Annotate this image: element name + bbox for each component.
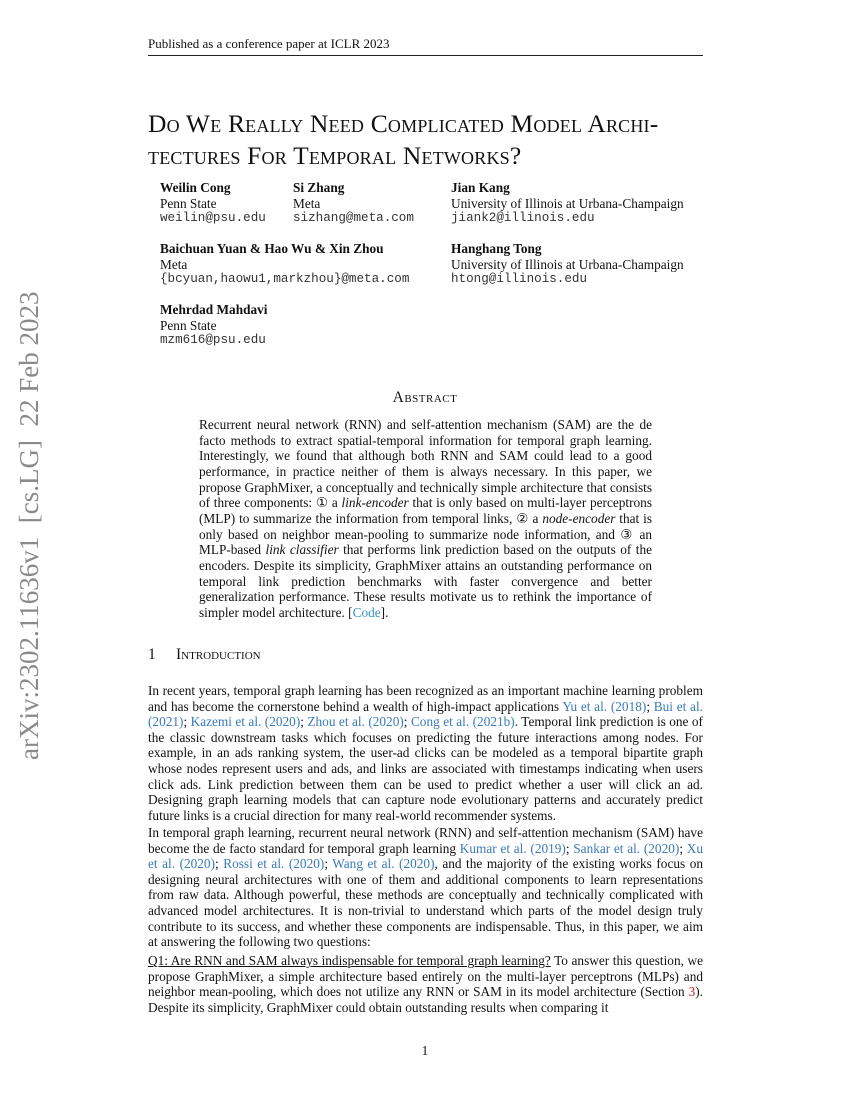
author-entry xyxy=(451,241,684,288)
abstract-emphasis: link classifier xyxy=(265,542,339,558)
author-name: Baichuan Yuan & Hao Wu & Xin Zhou xyxy=(160,241,384,256)
author-name: Mehrdad Mahdavi xyxy=(160,302,268,317)
paper-title xyxy=(148,108,708,172)
author-entry xyxy=(160,241,409,288)
body-text: In temporal graph learning, recurrent neural network (RNN) and self-attention mechanism (SAM) have become the de facto standard for temporal graph learning xyxy=(148,825,703,856)
abstract-text: Recurrent neural network (RNN) and self-attention mechanism (SAM) are the de facto methods to extract spatial-temporal information for temporal graph learning. Interestingly, we found that although both RNN and SAM could lead to a good performance, in practice neither of them is always necessary. In this paper, we propose GraphMixer, a conceptually and technically simple architecture that consists of three components: xyxy=(199,417,652,511)
citation-link[interactable]: Kazemi et al. xyxy=(190,714,262,730)
title-line-2: tectures For Temporal Networks? xyxy=(148,141,522,170)
page-number: 1 xyxy=(421,1043,429,1058)
abstract-emphasis: link-encoder xyxy=(341,495,409,511)
abstract-text: that is only based on multi-layer perceptrons (MLP) to summarize the information from temporal links, xyxy=(199,495,653,526)
citation-link[interactable]: Sankar et al. xyxy=(573,840,641,856)
section-number: 1 xyxy=(148,646,156,663)
author-affiliation: Penn State xyxy=(160,195,217,211)
citation-year-link[interactable]: (2020) xyxy=(640,840,680,856)
separator: ; xyxy=(565,840,574,856)
separator: ; xyxy=(324,856,333,872)
citation-year-link[interactable]: (2020) xyxy=(364,714,404,730)
code-link[interactable]: Code xyxy=(352,604,381,620)
citation-year-link[interactable]: (2018) xyxy=(607,698,647,714)
citation-link[interactable]: Xu et al. xyxy=(148,840,703,872)
running-head: Published as a conference paper at ICLR 2023 xyxy=(148,36,703,56)
author-email[interactable]: sizhang@meta.com xyxy=(293,211,414,225)
citation-link[interactable]: Yu et al. xyxy=(562,698,608,714)
author-entry xyxy=(160,180,266,227)
citation-link[interactable]: Cong et al. xyxy=(410,714,470,730)
author-affiliation: University of Illinois at Urbana-Champaign xyxy=(451,195,684,211)
question-1: Q1: Are RNN and SAM always indispensable for temporal graph learning? xyxy=(148,953,551,968)
citation-year-link[interactable]: (2020) xyxy=(261,714,301,730)
abstract-body xyxy=(199,417,652,621)
abstract-text: a xyxy=(328,495,342,511)
intro-paragraph-2 xyxy=(148,825,703,950)
separator: ; xyxy=(300,714,308,730)
author-email[interactable]: htong@illinois.edu xyxy=(451,272,588,286)
body-text: , and the majority of the existing works focus on designing neural architectures with one of them and additional components to learn representations from raw data. Although powerful, these methods are conceptually and technically complicated with advanced model architectures. It is non-trivial to understand which parts of the model design truly contribute to its success, and whether these components are indispensable. Thus, in this paper, we aim at answering the following two questions: xyxy=(148,856,703,950)
author-affiliation: Penn State xyxy=(160,317,217,333)
author-affiliation: Meta xyxy=(160,256,188,272)
author-email[interactable]: {bcyuan,haowu1,markzhou}@meta.com xyxy=(160,272,410,286)
author-entry xyxy=(451,180,684,227)
arxiv-stamp[interactable]: arXiv:2302.11636v1 [cs.LG] 22 Feb 2023 xyxy=(14,291,44,760)
circled-one-icon: ① xyxy=(315,495,329,511)
abstract-emphasis: node-encoder xyxy=(542,510,616,526)
section-heading-introduction xyxy=(148,646,261,664)
author-email[interactable]: jiank2@illinois.edu xyxy=(451,211,595,225)
body-text: In recent years, temporal graph learning has been recognized as an important machine learning problem and has become the cornerstone behind a wealth of high-impact applications xyxy=(148,683,703,714)
separator: ; xyxy=(679,840,687,856)
separator: ; xyxy=(403,714,411,730)
citation-link[interactable]: Kumar et al. xyxy=(459,840,527,856)
author-entry xyxy=(160,302,268,349)
citation-year-link[interactable]: (2021b) xyxy=(469,714,515,730)
author-affiliation: Meta xyxy=(293,195,321,211)
circled-three-icon: ③ xyxy=(620,526,635,542)
abstract-text: a xyxy=(528,510,543,526)
author-name: Jian Kang xyxy=(451,180,510,195)
author-email[interactable]: weilin@psu.edu xyxy=(160,211,266,225)
separator: ; xyxy=(646,698,654,714)
author-name: Weilin Cong xyxy=(160,180,231,195)
section-title: Introduction xyxy=(176,646,261,663)
citation-link[interactable]: Rossi et al. xyxy=(223,856,285,872)
body-text: To answer this question, we propose GraphMixer, a simple architecture based entirely on the multi-layer perceptrons (MLPs) and neighbor mean-pooling, which does not utilize any RNN or SAM in its model architecture (Section xyxy=(148,953,703,1000)
circled-two-icon: ② xyxy=(516,510,529,526)
citation-year-link[interactable]: (2020) xyxy=(175,856,216,872)
abstract-text: that is only based on neighbor mean-pooling to summarize node information, and xyxy=(199,510,652,542)
separator: ; xyxy=(215,856,224,872)
citation-year-link[interactable]: (2019) xyxy=(526,840,566,856)
author-entry xyxy=(293,180,414,227)
body-text: . Temporal link prediction is one of the classic downstream tasks which focuses on predicting the future interactions among nodes. For example, in an ads ranking system, the user-ad clicks can be modeled as a temporal bipartite graph whose nodes represent users and ads, and links are associated with timestamps indicating when users click ads. Link prediction between them can be used to predict whether a user will click an ad. Designing graph learning models that can capture node evolutionary patterns and accurately predict future links is a crucial direction for many real-world recommender systems. xyxy=(148,714,703,823)
intro-paragraph-3 xyxy=(148,953,703,1015)
separator: ; xyxy=(183,714,191,730)
abstract-text: an MLP-based xyxy=(199,526,652,558)
author-affiliation: University of Illinois at Urbana-Champaign xyxy=(451,256,684,272)
citation-link[interactable]: Wang et al. xyxy=(332,856,395,872)
citation-link[interactable]: Bui et al. xyxy=(653,698,703,714)
citation-year-link[interactable]: (2021) xyxy=(148,714,184,730)
abstract-text: that performs link prediction based on the outputs of the encoders. Despite its simplicity, GraphMixer attains an outstanding performance on temporal link prediction benchmarks with faster convergence and better generalization performance. These results motivate us to rethink the importance of simpler model architecture. [ xyxy=(199,542,652,620)
author-name: Si Zhang xyxy=(293,180,345,195)
intro-paragraph-1 xyxy=(148,683,703,823)
citation-link[interactable]: Zhou et al. xyxy=(307,714,365,730)
abstract-text: ]. xyxy=(380,604,389,620)
body-text: ). Despite its simplicity, GraphMixer could obtain outstanding results when comparing it xyxy=(148,984,703,1015)
author-email[interactable]: mzm616@psu.edu xyxy=(160,333,266,347)
section-reference-link[interactable]: 3 xyxy=(688,984,696,1000)
citation-year-link[interactable]: (2020) xyxy=(284,856,325,872)
author-name: Hanghang Tong xyxy=(451,241,542,256)
abstract-heading: Abstract xyxy=(392,389,458,406)
citation-year-link[interactable]: (2020) xyxy=(394,856,435,872)
title-line-1: Do We Really Need Complicated Model Archi- xyxy=(148,109,659,138)
